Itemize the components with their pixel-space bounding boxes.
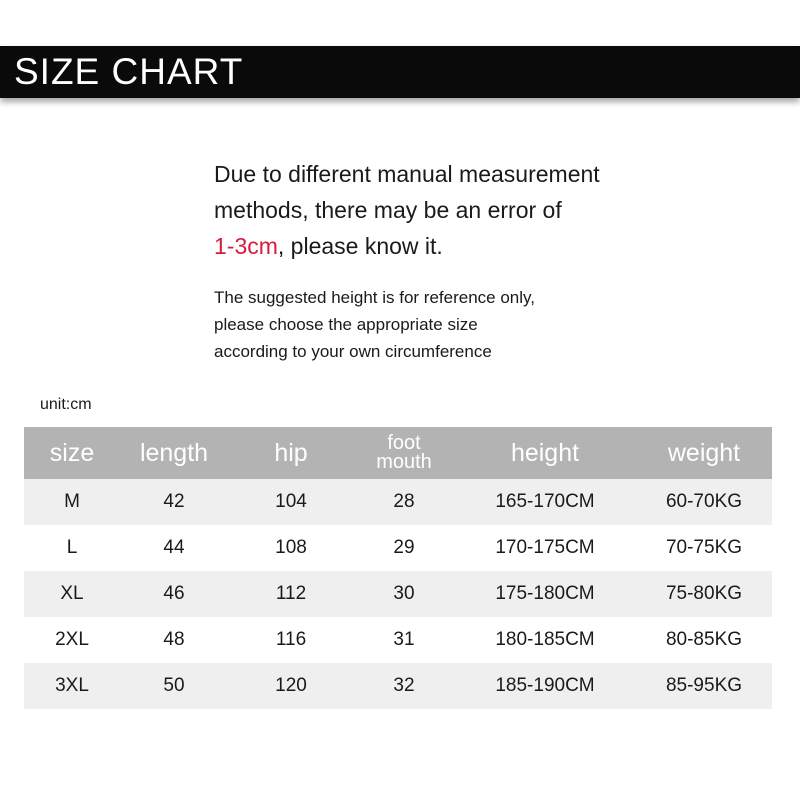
cell-weight: 75-80KG (665, 583, 743, 604)
table-body (24, 479, 772, 709)
sub-notice-line-1: The suggested height is for reference only, (214, 288, 535, 307)
cell-length: 42 (163, 491, 185, 512)
cell-height: 175-180CM (495, 583, 595, 604)
header-bar (0, 46, 800, 98)
header-foot-mouth-line-1: foot (387, 432, 421, 454)
notice-line-1: Due to different manual measurement (214, 161, 600, 187)
cell-length: 44 (163, 537, 185, 558)
cell-foot-mouth: 31 (393, 629, 415, 650)
cell-height: 185-190CM (495, 675, 595, 696)
notice-line-3-rest: , please know it. (277, 233, 443, 259)
cell-size: M (64, 491, 80, 512)
measurement-notice (214, 156, 684, 264)
header-size: size (49, 438, 95, 467)
cell-foot-mouth: 29 (393, 537, 415, 558)
header-foot-mouth-line-2: mouth (376, 451, 432, 473)
table-row (24, 479, 772, 525)
page-title: SIZE CHART (14, 51, 244, 92)
header-weight: weight (667, 438, 741, 467)
cell-hip: 120 (275, 675, 307, 696)
table-row (24, 571, 772, 617)
cell-height: 170-175CM (495, 537, 595, 558)
cell-weight: 80-85KG (665, 629, 743, 650)
table-row (24, 617, 772, 663)
cell-height: 165-170CM (495, 491, 595, 512)
table-header-row (24, 427, 772, 479)
size-table (24, 427, 772, 709)
cell-hip: 112 (275, 583, 307, 604)
cell-length: 46 (163, 583, 185, 604)
cell-size: XL (60, 583, 84, 604)
header-hip: hip (274, 438, 308, 467)
notice-line-3 (214, 228, 684, 264)
sub-notice-line-2: please choose the appropriate size (214, 315, 478, 334)
table-row (24, 663, 772, 709)
cell-foot-mouth: 32 (393, 675, 415, 696)
height-reference-note (214, 284, 684, 365)
cell-weight: 60-70KG (665, 491, 743, 512)
cell-hip: 108 (275, 537, 307, 558)
cell-size: L (66, 537, 78, 558)
cell-hip: 104 (275, 491, 307, 512)
header-height: height (510, 438, 580, 467)
unit-label: unit:cm (40, 396, 92, 413)
sub-notice-line-3: according to your own circumference (214, 342, 492, 361)
cell-weight: 70-75KG (665, 537, 743, 558)
cell-size: 2XL (55, 629, 89, 650)
table-row (24, 525, 772, 571)
cell-size: 3XL (55, 675, 89, 696)
header-foot-mouth (354, 434, 454, 472)
notice-line-2: methods, there may be an error of (214, 197, 562, 223)
cell-foot-mouth: 28 (393, 491, 415, 512)
error-range-highlight: 1-3cm (214, 233, 278, 259)
cell-height: 180-185CM (495, 629, 595, 650)
header-length: length (139, 438, 209, 467)
cell-foot-mouth: 30 (393, 583, 415, 604)
cell-length: 48 (163, 629, 185, 650)
cell-weight: 85-95KG (665, 675, 743, 696)
cell-length: 50 (163, 675, 185, 696)
cell-hip: 116 (275, 629, 307, 650)
